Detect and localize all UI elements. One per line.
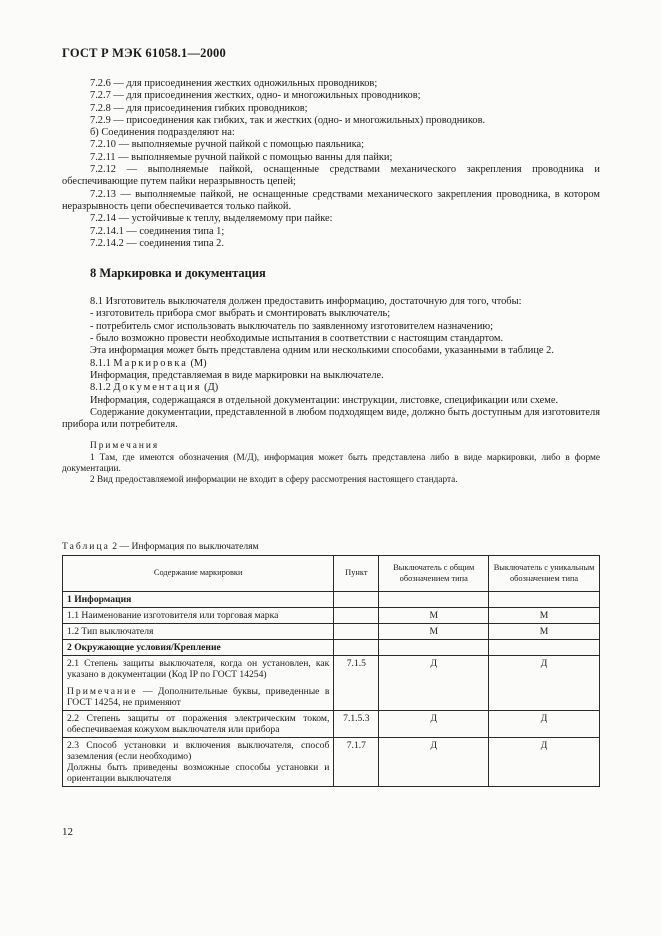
table-cell	[379, 592, 489, 608]
table-cell	[489, 640, 600, 656]
bullet-item: - изготовитель прибора смог выбрать и смонтировать выключатель;	[90, 308, 391, 320]
cell-note-word: Примечание	[67, 686, 138, 697]
value-cell: М	[489, 624, 600, 640]
table-caption-text: 2 — Информация по выключателям	[112, 541, 259, 552]
cell-note	[67, 686, 329, 708]
paragraph: 7.2.14.2 — соединения типа 2.	[90, 237, 224, 249]
value-cell: М	[379, 624, 489, 640]
cell-note-text: — Дополнительные буквы, приведенные в ГОСТ 14254, не применяют	[67, 686, 330, 708]
table-header-row	[63, 556, 600, 592]
column-header: Выключатель с уникальным обозначением типа	[489, 556, 600, 592]
spaced-term: Маркировка	[113, 357, 188, 369]
value-cell: Д	[489, 711, 600, 738]
table-cell	[63, 656, 334, 711]
value-cell: Д	[489, 738, 600, 787]
notes-block	[62, 441, 600, 486]
value-cell: Д	[379, 738, 489, 787]
clause-cell: 7.1.7	[334, 738, 379, 787]
paragraph: 7.2.8 — для присоединения гибких проводников;	[90, 102, 308, 114]
clause-cell	[334, 608, 379, 624]
table-caption	[62, 541, 259, 552]
paragraph: Информация, представляемая в виде маркировки на выключателе.	[90, 369, 384, 381]
term-abbr: (Д)	[204, 382, 219, 394]
paragraph: Информация, содержащаяся в отдельной документации: инструкции, листовке, спецификации или схеме.	[90, 394, 559, 406]
paragraph: 7.2.6 — для присоединения жестких одножильных проводников;	[90, 78, 378, 89]
table-section-row	[63, 640, 600, 656]
bullet-item: - потребитель смог использовать выключатель по заявленному изготовителем назначению;	[90, 320, 494, 332]
cell-text: 2.3 Способ установки и включения выключателя, способ заземления (если необходимо)	[67, 740, 330, 762]
clause-cell: 7.1.5.3	[334, 711, 379, 738]
document-header: ГОСТ Р МЭК 61058.1—2000	[62, 46, 226, 60]
table-row	[63, 656, 600, 711]
bullet-item: - было возможно провести необходимые испытания в соответствии с настоящим стандартом.	[90, 333, 504, 345]
paragraph: Содержание документации, представленной в любом подходящем виде, должно быть доступным для изготовителя прибора или потребителя.	[62, 406, 600, 431]
spaced-term: Документация	[113, 382, 202, 394]
paragraph: 7.2.7 — для присоединения жестких, одно- и многожильных проводников;	[90, 90, 421, 102]
paragraph: 7.2.14.1 — соединения типа 1;	[90, 225, 225, 237]
section-cell: 2 Окружающие условия/Крепление	[63, 640, 334, 656]
value-cell: Д	[489, 656, 600, 711]
note-item: 1 Там, где имеются обозначения (М/Д), информация может быть представлена либо в виде маркировки, либо в форме документации.	[62, 452, 600, 475]
table-caption-word: Таблица	[62, 541, 110, 552]
table-cell: 1.1 Наименование изготовителя или торговая марка	[63, 608, 334, 624]
column-header: Выключатель с общим обозначением типа	[379, 556, 489, 592]
subclause-heading	[62, 382, 600, 394]
section-cell: 1 Информация	[63, 592, 334, 608]
value-cell: М	[489, 608, 600, 624]
term-abbr: (М)	[190, 357, 207, 369]
table-row	[63, 624, 600, 640]
clause-number: 8.1.2	[90, 382, 111, 394]
clause-cell	[334, 624, 379, 640]
note-item: 2 Вид предоставляемой информации не входит в сферу рассмотрения настоящего стандарта.	[90, 475, 458, 486]
paragraph: 7.2.11 — выполняемые ручной пайкой с помощью ванны для пайки;	[90, 151, 393, 163]
subclause-heading	[62, 358, 600, 370]
paragraph: 7.2.10 — выполняемые ручной пайкой с помощью паяльника;	[90, 139, 364, 151]
table-row	[63, 738, 600, 787]
value-cell: Д	[379, 656, 489, 711]
value-cell: М	[379, 608, 489, 624]
table-cell: 1.2 Тип выключателя	[63, 624, 334, 640]
column-header: Пункт	[334, 556, 379, 592]
table-section-row	[63, 592, 600, 608]
paragraph: 7.2.12 — выполняемые пайкой, оснащенные средствами механического закрепления проводника и обеспечивающие путем пайки неразрывность цепей;	[62, 164, 600, 188]
table-cell	[489, 592, 600, 608]
body-text	[62, 78, 600, 487]
notes-label: Примечания	[90, 441, 160, 452]
table-cell: 2.2 Степень защиты от поражения электрическим током, обеспечиваемая кожухом выключателя или прибора	[63, 711, 334, 738]
cell-text: Должны быть приведены возможные способы установки и ориентации выключателя	[67, 762, 330, 784]
info-table	[62, 555, 600, 787]
table-row	[63, 608, 600, 624]
column-header: Содержание маркировки	[63, 556, 334, 592]
paragraph: 7.2.13 — выполняемые пайкой, не оснащенные средствами механического закрепления проводника, в котором неразрывность цепи обеспечивается только пайкой.	[62, 188, 600, 212]
page-number: 12	[62, 826, 73, 838]
clause-cell: 7.1.5	[334, 656, 379, 711]
paragraph: б) Соединения подразделяют на:	[90, 127, 235, 139]
value-cell: Д	[379, 711, 489, 738]
clause-number: 8.1.1	[90, 357, 111, 369]
table-row	[63, 711, 600, 738]
cell-text: 2.1 Степень защиты выключателя, когда он установлен, как указано в документации (Код IP по ГОСТ 14254)	[67, 658, 330, 680]
paragraph: 7.2.9 — присоединения как гибких, так и жестких (одно- и многожильных) проводников.	[90, 114, 486, 126]
paragraph: Эта информация может быть представлена одним или несколькими способами, указанными в таблице 2.	[90, 345, 554, 357]
section-title: 8 Маркировка и документация	[90, 266, 266, 281]
table-cell	[379, 640, 489, 656]
table-cell	[334, 592, 379, 608]
paragraph: 7.2.14 — устойчивые к теплу, выделяемому при пайке:	[90, 213, 333, 225]
table-cell	[334, 640, 379, 656]
paragraph: 8.1 Изготовитель выключателя должен предоставить информацию, достаточную для того, чтобы:	[90, 296, 522, 308]
table-cell	[63, 738, 334, 787]
